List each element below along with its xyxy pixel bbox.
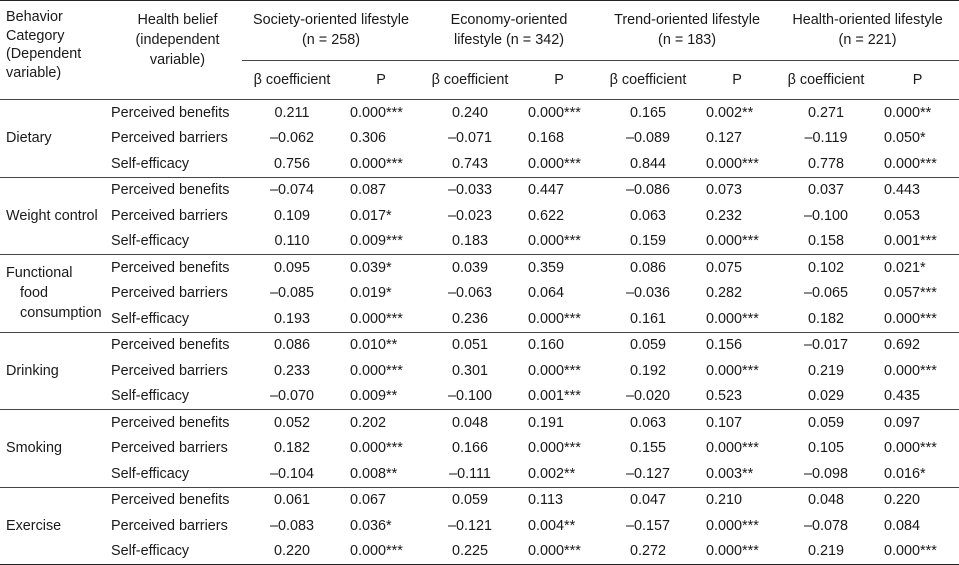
belief-cell: Self-efficacy bbox=[107, 306, 242, 332]
beta-value: –0.121 bbox=[448, 517, 493, 534]
p-value: 0.036* bbox=[350, 517, 392, 534]
beta-value: –0.078 bbox=[804, 517, 849, 534]
beta-value: –0.020 bbox=[598, 384, 698, 410]
table-row bbox=[0, 358, 959, 384]
beta-value: 0.240 bbox=[452, 104, 489, 121]
category-cell: Exercise bbox=[0, 487, 107, 565]
p-value: 0.000*** bbox=[528, 104, 581, 121]
group-n: (n = 221) bbox=[838, 32, 897, 48]
belief-cell: Perceived barriers bbox=[111, 207, 228, 224]
p-value: 0.001*** bbox=[520, 384, 598, 410]
beta-header: β coefficient bbox=[598, 61, 698, 100]
p-value: 0.050* bbox=[884, 130, 926, 147]
p-value: 0.202 bbox=[350, 414, 387, 431]
p-value: 0.692 bbox=[884, 337, 921, 354]
p-value: 0.000*** bbox=[884, 440, 937, 457]
p-value: 0.000*** bbox=[520, 229, 598, 255]
beta-value: 0.059 bbox=[630, 337, 667, 354]
beta-value: –0.111 bbox=[420, 461, 520, 487]
beta-value: 0.037 bbox=[808, 182, 845, 199]
beta-value: 0.095 bbox=[273, 259, 310, 276]
beta-value: 0.102 bbox=[808, 259, 845, 276]
table-row bbox=[0, 539, 959, 565]
beta-value: 0.052 bbox=[273, 414, 310, 431]
p-value: 0.000*** bbox=[698, 151, 776, 177]
p-value: 0.443 bbox=[884, 182, 921, 199]
belief-cell: Perceived benefits bbox=[111, 259, 230, 276]
beta-value: 0.219 bbox=[776, 539, 876, 565]
belief-cell: Perceived benefits bbox=[111, 414, 230, 431]
category-header-line: Category bbox=[6, 27, 65, 44]
p-value: 0.168 bbox=[528, 130, 565, 147]
beta-value: 0.051 bbox=[452, 337, 489, 354]
belief-header-line: (independent bbox=[135, 32, 220, 48]
beta-value: 0.193 bbox=[242, 306, 342, 332]
belief-cell: Perceived barriers bbox=[111, 517, 228, 534]
beta-value: 0.844 bbox=[598, 151, 698, 177]
beta-value: –0.086 bbox=[626, 182, 671, 199]
table-row bbox=[0, 487, 959, 513]
beta-value: 0.158 bbox=[776, 229, 876, 255]
beta-value: 0.155 bbox=[630, 440, 667, 457]
p-value: 0.097 bbox=[884, 414, 921, 431]
p-value: 0.064 bbox=[528, 285, 565, 302]
p-value: 0.010** bbox=[350, 337, 398, 354]
group-title: Health-oriented lifestyle bbox=[792, 12, 943, 28]
p-value: 0.001*** bbox=[876, 229, 959, 255]
p-header: P bbox=[342, 61, 420, 100]
p-value: 0.523 bbox=[698, 384, 776, 410]
beta-value: 0.225 bbox=[420, 539, 520, 565]
p-value: 0.002** bbox=[706, 104, 754, 121]
p-value: 0.435 bbox=[876, 384, 959, 410]
table-row bbox=[0, 332, 959, 358]
beta-value: –0.063 bbox=[448, 285, 493, 302]
beta-value: 0.743 bbox=[420, 151, 520, 177]
belief-cell: Perceived barriers bbox=[111, 440, 228, 457]
beta-value: –0.157 bbox=[626, 517, 671, 534]
p-value: 0.000*** bbox=[876, 151, 959, 177]
beta-value: –0.036 bbox=[626, 285, 671, 302]
beta-value: 0.165 bbox=[630, 104, 667, 121]
p-value: 0.000*** bbox=[706, 440, 759, 457]
beta-value: 0.220 bbox=[242, 539, 342, 565]
beta-header: β coefficient bbox=[242, 61, 342, 100]
beta-header: β coefficient bbox=[776, 61, 876, 100]
p-value: 0.447 bbox=[528, 182, 565, 199]
belief-cell: Perceived benefits bbox=[111, 104, 230, 121]
category-name-line: food bbox=[20, 285, 49, 302]
group-header-society bbox=[242, 1, 420, 61]
group-title: Society-oriented lifestyle bbox=[253, 12, 409, 28]
p-value: 0.009*** bbox=[342, 229, 420, 255]
beta-value: –0.074 bbox=[269, 182, 314, 199]
p-value: 0.016* bbox=[876, 461, 959, 487]
beta-value: 0.756 bbox=[242, 151, 342, 177]
belief-cell: Self-efficacy bbox=[107, 229, 242, 255]
p-value: 0.002** bbox=[520, 461, 598, 487]
p-value: 0.009** bbox=[342, 384, 420, 410]
p-value: 0.021* bbox=[884, 259, 926, 276]
beta-value: 0.211 bbox=[274, 104, 310, 121]
p-value: 0.057*** bbox=[884, 285, 937, 302]
p-value: 0.000*** bbox=[528, 440, 581, 457]
p-value: 0.000*** bbox=[350, 104, 403, 121]
category-header bbox=[0, 1, 107, 100]
beta-value: 0.063 bbox=[630, 414, 667, 431]
p-value: 0.220 bbox=[884, 492, 921, 509]
p-value: 0.000*** bbox=[342, 539, 420, 565]
p-value: 0.000*** bbox=[876, 539, 959, 565]
table-row bbox=[0, 100, 959, 126]
category-name-line: Functional bbox=[6, 265, 73, 282]
beta-value: 0.159 bbox=[598, 229, 698, 255]
p-value: 0.113 bbox=[528, 492, 563, 509]
beta-value: 0.161 bbox=[598, 306, 698, 332]
beta-value: 0.029 bbox=[776, 384, 876, 410]
p-value: 0.000*** bbox=[520, 539, 598, 565]
category-name-line: consumption bbox=[20, 305, 102, 322]
beta-value: –0.033 bbox=[448, 182, 493, 199]
p-value: 0.008** bbox=[342, 461, 420, 487]
p-value: 0.000*** bbox=[698, 306, 776, 332]
p-value: 0.084 bbox=[884, 517, 921, 534]
beta-value: –0.100 bbox=[804, 207, 849, 224]
category-cell bbox=[0, 255, 107, 333]
p-value: 0.107 bbox=[706, 414, 743, 431]
p-value: 0.210 bbox=[706, 492, 743, 509]
group-n: (n = 258) bbox=[302, 32, 360, 48]
group-title: Economy-oriented bbox=[450, 12, 568, 28]
p-value: 0.000*** bbox=[706, 517, 759, 534]
table-row bbox=[0, 384, 959, 410]
belief-cell: Perceived benefits bbox=[111, 337, 230, 354]
p-value: 0.000*** bbox=[528, 362, 581, 379]
p-value: 0.000*** bbox=[342, 151, 420, 177]
table-row bbox=[0, 177, 959, 203]
p-value: 0.359 bbox=[528, 259, 565, 276]
belief-cell: Perceived benefits bbox=[111, 492, 230, 509]
beta-value: 0.061 bbox=[273, 492, 310, 509]
beta-value: 0.236 bbox=[420, 306, 520, 332]
p-value: 0.000*** bbox=[520, 151, 598, 177]
p-value: 0.087 bbox=[350, 182, 387, 199]
beta-value: 0.301 bbox=[452, 362, 489, 379]
p-value: 0.282 bbox=[706, 285, 743, 302]
p-value: 0.067 bbox=[350, 492, 387, 509]
p-value: 0.073 bbox=[706, 182, 743, 199]
p-value: 0.622 bbox=[528, 207, 565, 224]
beta-value: –0.100 bbox=[420, 384, 520, 410]
p-value: 0.019* bbox=[350, 285, 392, 302]
group-header-trend bbox=[598, 1, 776, 61]
table-row bbox=[0, 126, 959, 152]
belief-cell: Self-efficacy bbox=[107, 151, 242, 177]
beta-value: 0.778 bbox=[776, 151, 876, 177]
p-value: 0.000*** bbox=[876, 306, 959, 332]
beta-value: 0.086 bbox=[273, 337, 310, 354]
group-header-economy bbox=[420, 1, 598, 61]
p-value: 0.000*** bbox=[698, 539, 776, 565]
beta-value: 0.182 bbox=[273, 440, 310, 457]
group-n: lifestyle (n = 342) bbox=[454, 32, 565, 48]
beta-value: –0.085 bbox=[269, 285, 314, 302]
table-row bbox=[0, 229, 959, 255]
category-cell: Drinking bbox=[0, 332, 107, 410]
beta-header: β coefficient bbox=[420, 61, 520, 100]
category-cell: Dietary bbox=[0, 100, 107, 178]
p-value: 0.039* bbox=[350, 259, 392, 276]
p-value: 0.000*** bbox=[884, 362, 937, 379]
category-cell: Weight control bbox=[0, 177, 107, 255]
beta-value: 0.109 bbox=[273, 207, 310, 224]
belief-cell: Perceived barriers bbox=[111, 130, 228, 147]
beta-value: 0.271 bbox=[808, 104, 845, 121]
belief-cell: Perceived barriers bbox=[111, 285, 228, 302]
table-row bbox=[0, 203, 959, 229]
belief-header-line: variable) bbox=[149, 52, 206, 68]
beta-value: –0.083 bbox=[269, 517, 314, 534]
category-cell: Smoking bbox=[0, 410, 107, 488]
beta-value: –0.023 bbox=[448, 207, 493, 224]
p-value: 0.000*** bbox=[350, 362, 403, 379]
beta-value: 0.059 bbox=[808, 414, 845, 431]
table-body bbox=[0, 100, 959, 565]
beta-value: –0.071 bbox=[448, 130, 493, 147]
table-row bbox=[0, 151, 959, 177]
belief-cell: Self-efficacy bbox=[107, 539, 242, 565]
beta-value: 0.086 bbox=[630, 259, 667, 276]
p-value: 0.000*** bbox=[698, 229, 776, 255]
beta-value: 0.182 bbox=[776, 306, 876, 332]
beta-value: 0.233 bbox=[273, 362, 310, 379]
group-header-health bbox=[776, 1, 959, 61]
p-value: 0.156 bbox=[706, 337, 743, 354]
belief-header bbox=[107, 1, 242, 100]
p-value: 0.000** bbox=[884, 104, 932, 121]
belief-cell: Self-efficacy bbox=[107, 384, 242, 410]
p-header: P bbox=[698, 61, 776, 100]
p-value: 0.306 bbox=[350, 130, 387, 147]
belief-cell: Perceived benefits bbox=[111, 182, 230, 199]
p-value: 0.017* bbox=[350, 207, 392, 224]
table-row bbox=[0, 436, 959, 462]
p-value: 0.000*** bbox=[350, 440, 403, 457]
p-value: 0.000*** bbox=[706, 362, 759, 379]
table-row bbox=[0, 281, 959, 307]
p-value: 0.053 bbox=[884, 207, 921, 224]
beta-value: 0.183 bbox=[420, 229, 520, 255]
table-row bbox=[0, 461, 959, 487]
beta-value: 0.063 bbox=[630, 207, 667, 224]
beta-value: 0.048 bbox=[808, 492, 845, 509]
beta-value: 0.166 bbox=[452, 440, 489, 457]
beta-value: 0.059 bbox=[452, 492, 489, 509]
p-value: 0.127 bbox=[706, 130, 743, 147]
beta-value: –0.070 bbox=[242, 384, 342, 410]
p-value: 0.003** bbox=[698, 461, 776, 487]
belief-cell: Self-efficacy bbox=[107, 461, 242, 487]
p-value: 0.160 bbox=[528, 337, 565, 354]
beta-value: –0.104 bbox=[242, 461, 342, 487]
table-row bbox=[0, 255, 959, 281]
beta-value: 0.110 bbox=[242, 229, 342, 255]
p-value: 0.075 bbox=[706, 259, 743, 276]
p-value: 0.000*** bbox=[520, 306, 598, 332]
beta-value: 0.039 bbox=[452, 259, 489, 276]
p-header: P bbox=[520, 61, 598, 100]
beta-value: 0.219 bbox=[808, 362, 845, 379]
belief-header-line: Health belief bbox=[137, 12, 218, 28]
category-header-line: (Dependent bbox=[6, 46, 82, 62]
table-row bbox=[0, 513, 959, 539]
beta-value: 0.047 bbox=[630, 492, 667, 509]
group-title: Trend-oriented lifestyle bbox=[614, 12, 760, 28]
beta-value: 0.192 bbox=[630, 362, 667, 379]
category-header-line: Behavior bbox=[6, 9, 63, 25]
p-value: 0.232 bbox=[706, 207, 743, 224]
p-value: 0.191 bbox=[528, 414, 565, 431]
beta-value: –0.017 bbox=[804, 337, 849, 354]
category-header-line: variable) bbox=[6, 64, 62, 81]
beta-value: –0.065 bbox=[804, 285, 849, 302]
beta-value: –0.062 bbox=[269, 130, 314, 147]
table-row bbox=[0, 410, 959, 436]
group-n: (n = 183) bbox=[658, 32, 717, 48]
beta-value: –0.089 bbox=[626, 130, 671, 147]
belief-cell: Perceived barriers bbox=[111, 362, 228, 379]
beta-value: 0.105 bbox=[808, 440, 845, 457]
p-value: 0.000*** bbox=[342, 306, 420, 332]
beta-value: –0.098 bbox=[776, 461, 876, 487]
p-header: P bbox=[876, 61, 959, 100]
table-row bbox=[0, 306, 959, 332]
beta-value: –0.119 bbox=[804, 130, 848, 147]
beta-value: 0.048 bbox=[452, 414, 489, 431]
beta-value: 0.272 bbox=[598, 539, 698, 565]
p-value: 0.004** bbox=[528, 517, 576, 534]
beta-value: –0.127 bbox=[598, 461, 698, 487]
